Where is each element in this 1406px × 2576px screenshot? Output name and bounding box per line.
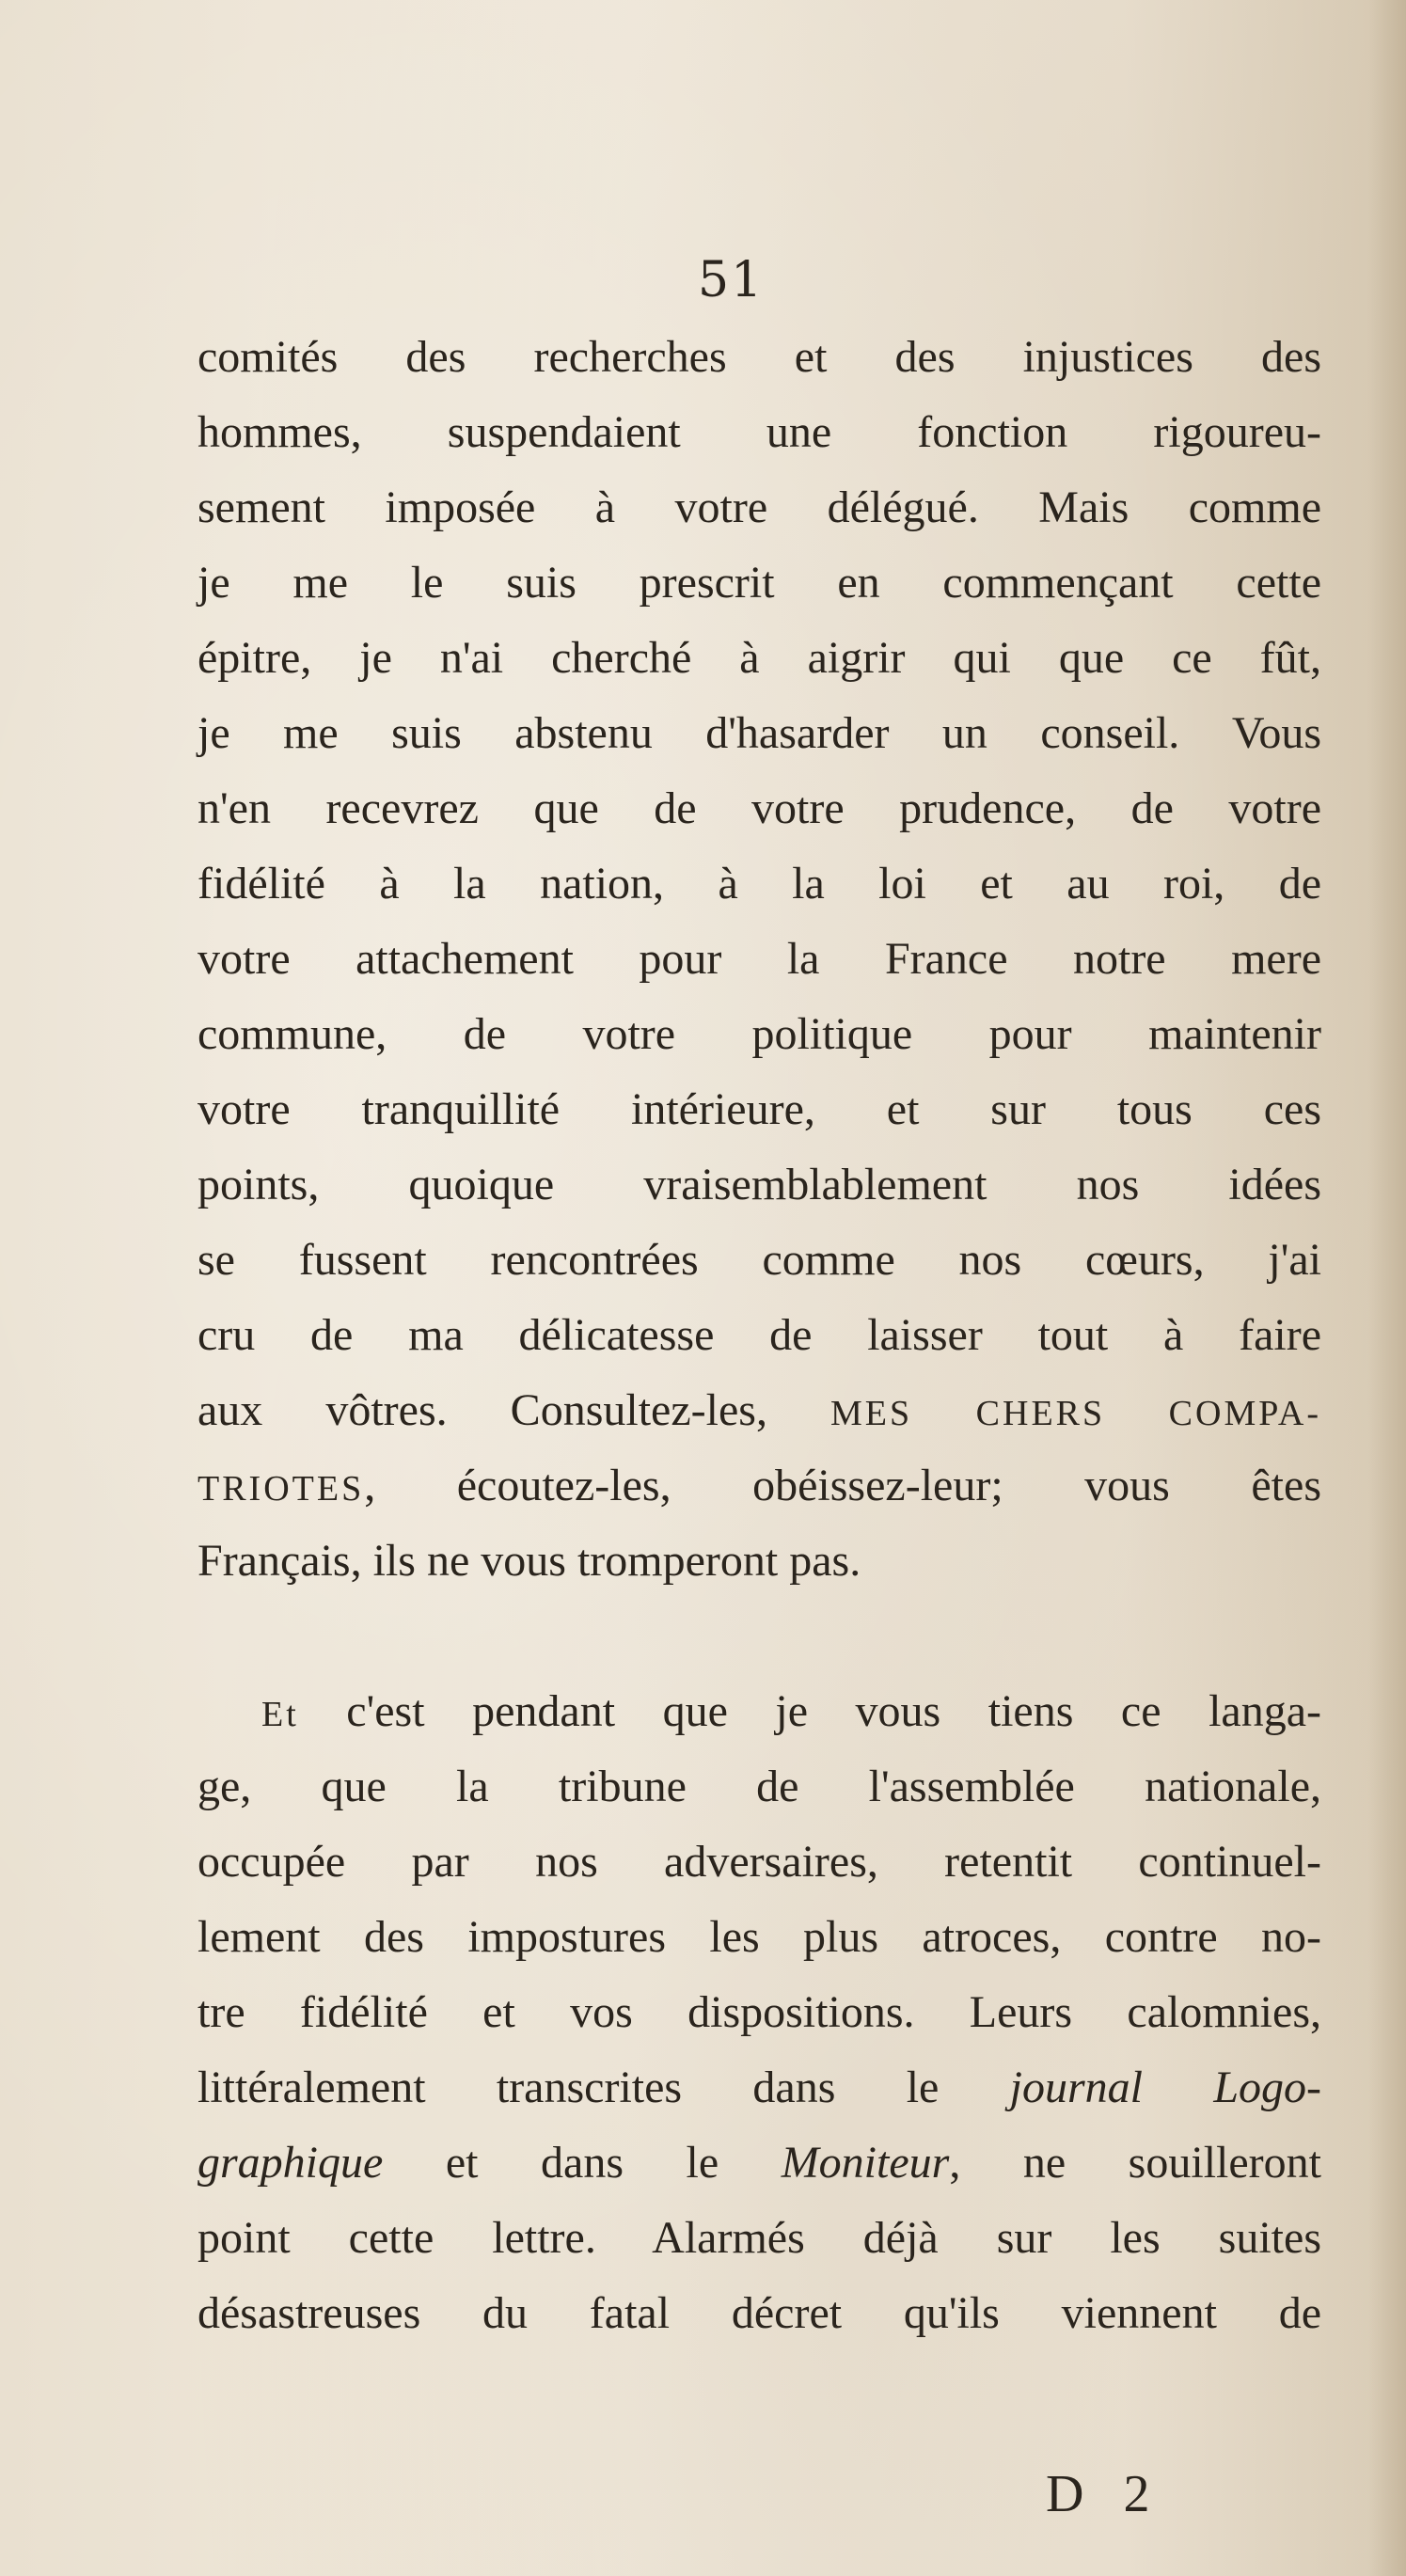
text-line: tre fidélité et vos dispositions. Leurs calomnies, <box>197 1987 1321 2037</box>
text-line: je me suis abstenu d'hasarder un conseil. Vous <box>197 708 1321 758</box>
text-segment: aux vôtres. Consultez-les, <box>197 1385 830 1435</box>
text-line: fidélité à la nation, à la loi et au roi, de <box>197 859 1321 909</box>
paper-edge-shadow <box>1368 0 1406 2576</box>
signature-mark: D 2 <box>1046 2465 1163 2523</box>
text-line: désastreuses du fatal décret qu'ils viennent de <box>197 2288 1321 2338</box>
italic-title: journal Logo- <box>1009 2062 1321 2112</box>
text-segment: littéralement transcrites dans le <box>197 2062 1010 2112</box>
text-line: votre attachement pour la France notre mere <box>197 934 1321 984</box>
text-line: hommes, suspendaient une fonction rigoureu- <box>197 407 1321 457</box>
paragraph-gap <box>197 1599 1321 1674</box>
text-line <box>197 1373 1321 1448</box>
text-segment: c'est pendant que je vous tiens ce langa- <box>298 1686 1321 1736</box>
text-line: votre tranquillité intérieure, et sur tous ces <box>197 1084 1321 1134</box>
body-text <box>197 320 1321 2351</box>
text-line <box>197 2050 1321 2126</box>
italic-title: Moniteur <box>781 2138 950 2188</box>
text-line <box>197 1674 1321 1749</box>
text-line: épitre, je n'ai cherché à aigrir qui que ce fût, <box>197 633 1321 683</box>
text-line: cru de ma délicatesse de laisser tout à faire <box>197 1310 1321 1360</box>
text-line: se fussent rencontrées comme nos cœurs, j'ai <box>197 1235 1321 1285</box>
paragraph-1 <box>197 320 1321 1599</box>
italic-title: graphique <box>197 2138 384 2188</box>
text-line: commune, de votre politique pour maintenir <box>197 1009 1321 1059</box>
text-line <box>197 2126 1321 2201</box>
small-caps-address: MES CHERS COMPA- <box>830 1394 1322 1433</box>
text-line: occupée par nos adversaires, retentit continuel- <box>197 1837 1321 1887</box>
text-segment: et dans le <box>383 2138 782 2188</box>
text-line: comités des recherches et des injustices des <box>197 332 1321 382</box>
paragraph-2 <box>197 1674 1321 2351</box>
text-line: lement des impostures les plus atroces, contre no- <box>197 1912 1321 1962</box>
text-line: Français, ils ne vous tromperont pas. <box>197 1536 861 1586</box>
text-line: n'en recevrez que de votre prudence, de votre <box>197 783 1321 833</box>
text-segment: , écoutez-les, obéissez-leur; vous êtes <box>364 1461 1321 1510</box>
text-line: je me le suis prescrit en commençant cette <box>197 558 1321 608</box>
page-number: 51 <box>698 252 765 308</box>
text-segment: , ne souilleront <box>949 2138 1321 2188</box>
initial-small-caps: Et <box>261 1695 299 1734</box>
text-line: point cette lettre. Alarmés déjà sur les suites <box>197 2213 1321 2263</box>
text-line: points, quoique vraisemblablement nos idées <box>197 1160 1321 1209</box>
text-line <box>197 1448 1321 1524</box>
small-caps-address: TRIOTES <box>197 1469 365 1509</box>
text-line: sement imposée à votre délégué. Mais comme <box>197 482 1321 532</box>
text-line: ge, que la tribune de l'assemblée nationale, <box>197 1762 1321 1811</box>
